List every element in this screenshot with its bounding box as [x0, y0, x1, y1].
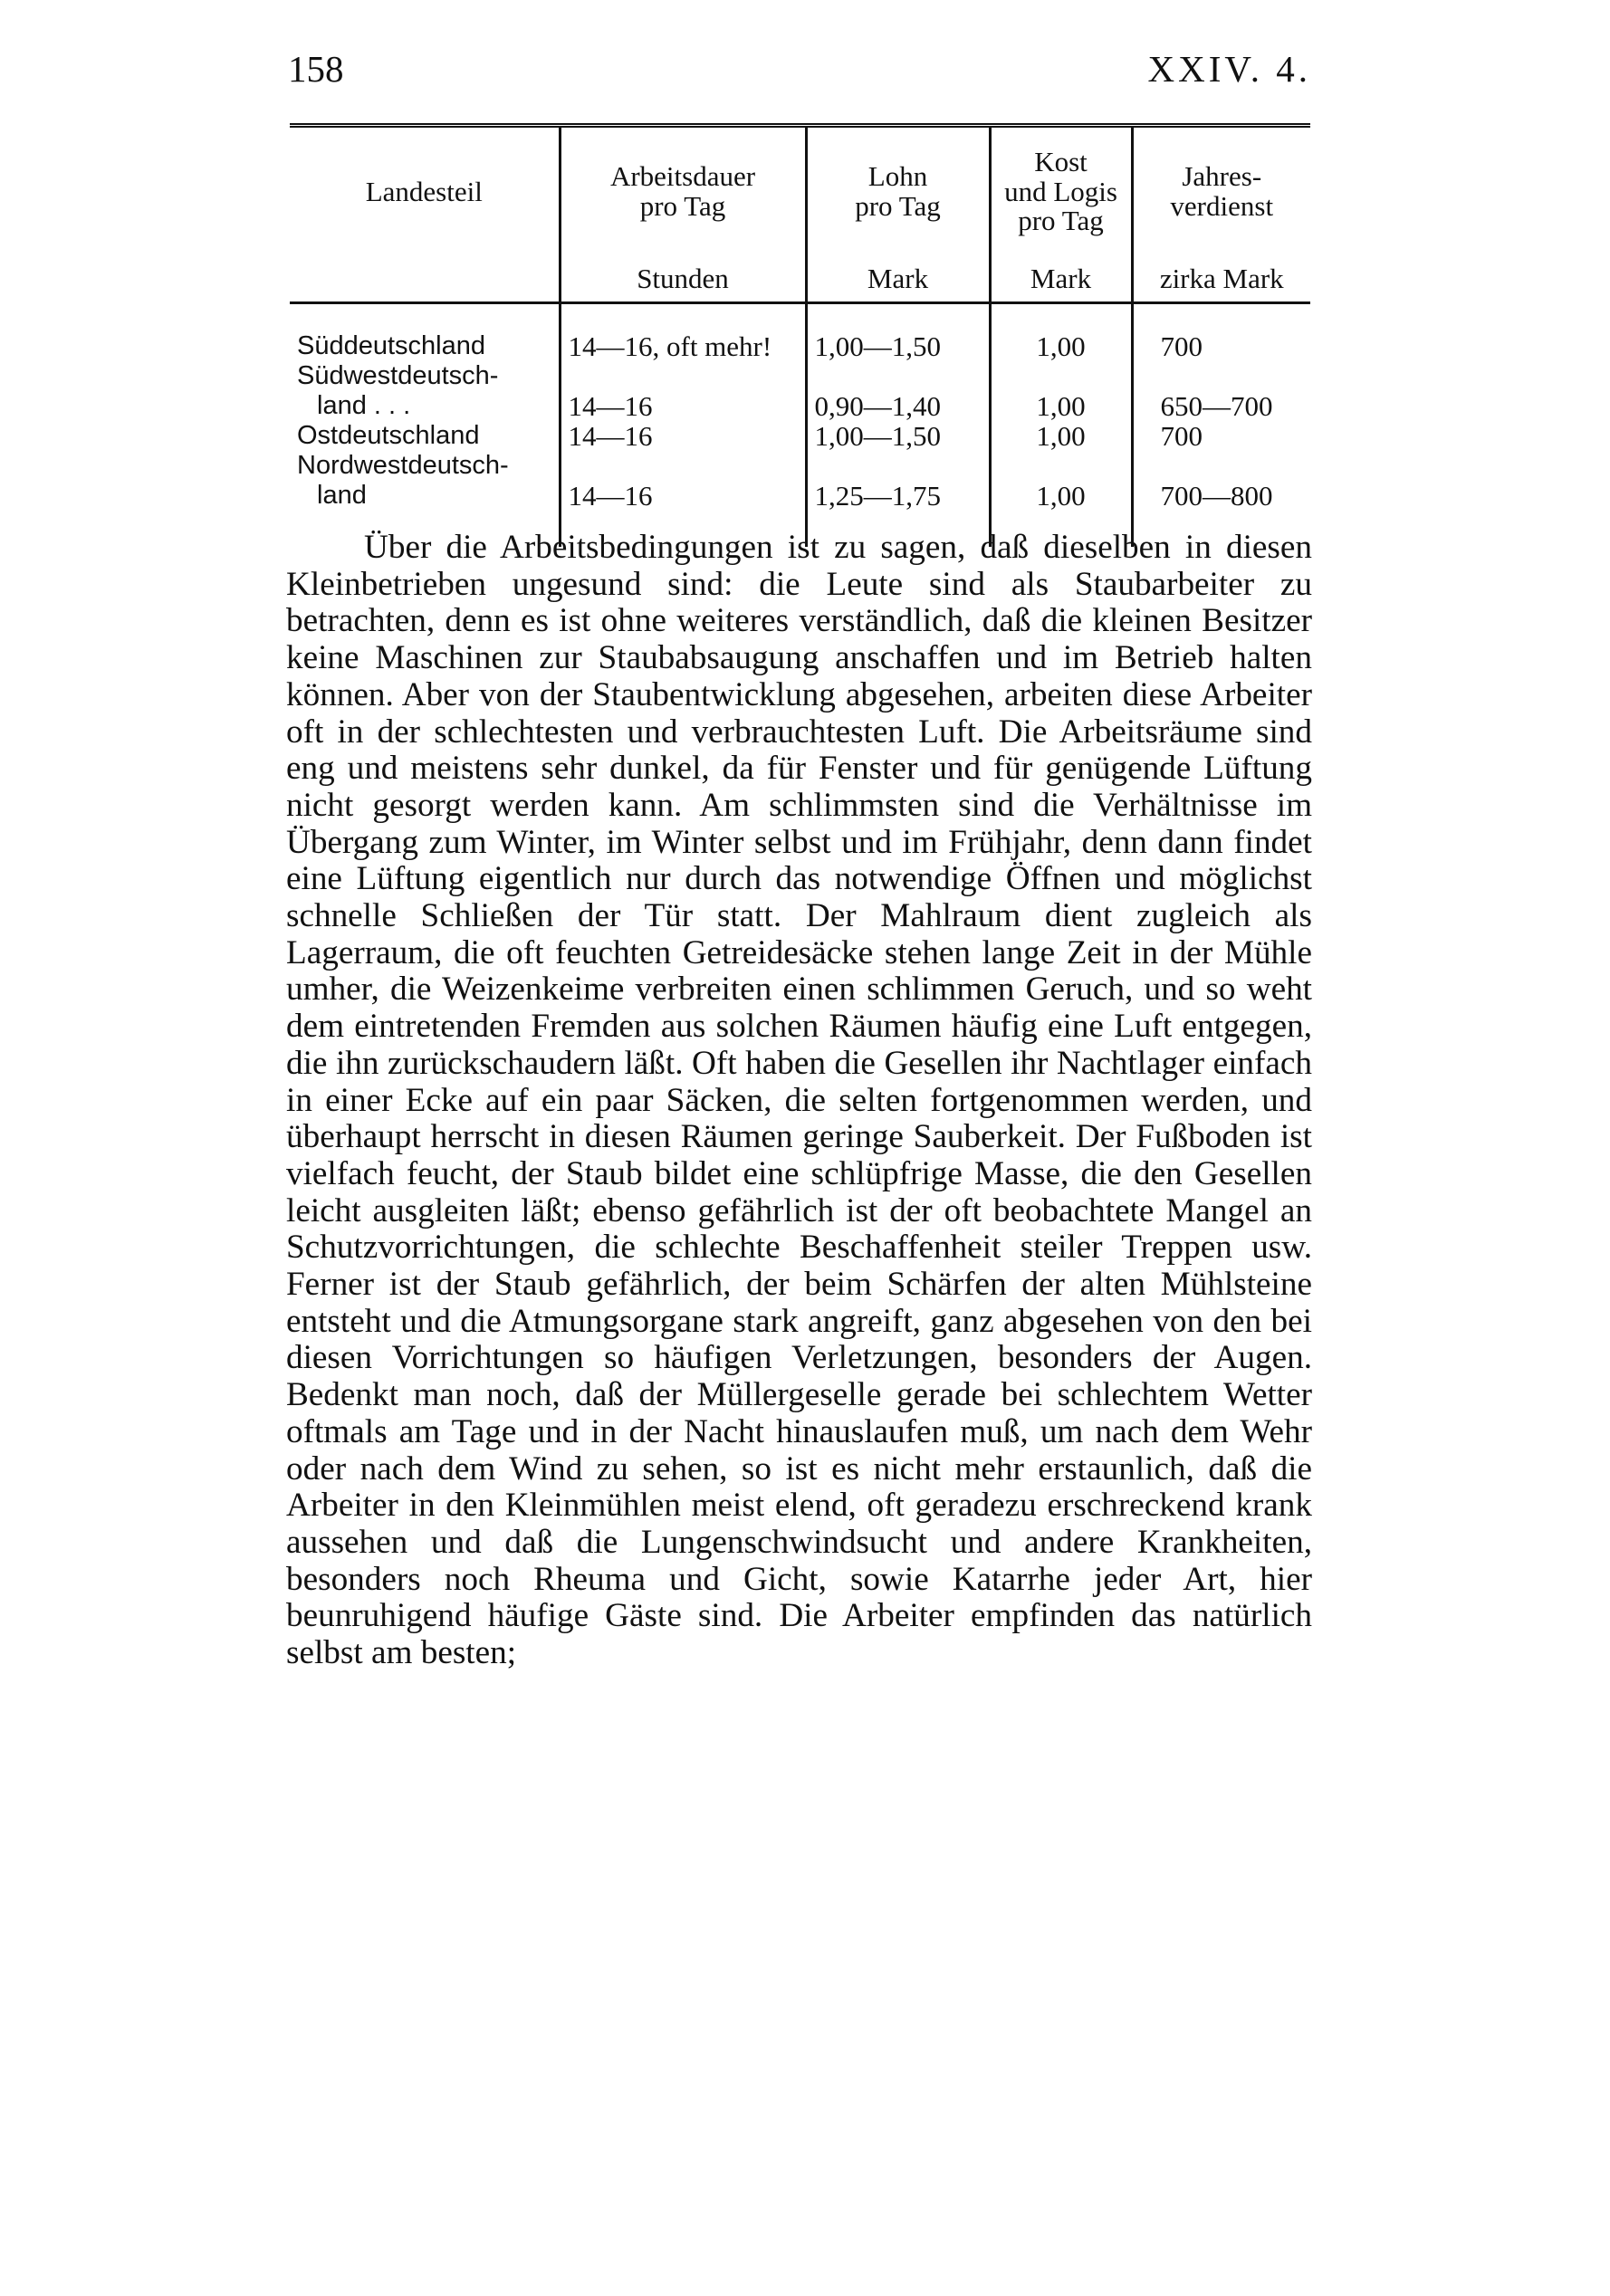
cell-kost [990, 451, 1132, 481]
page-number: 158 [288, 48, 344, 90]
cell-kost: 1,00 [990, 481, 1132, 547]
table-row [290, 303, 1310, 362]
running-head: XXIV. 4. [1147, 48, 1311, 90]
units-arbeitsdauer: Stunden [560, 256, 806, 303]
cell-lohn [806, 361, 990, 391]
cell-jahres: 700—800 [1132, 481, 1310, 547]
header-lohn: Lohn pro Tag [806, 126, 990, 257]
units-kost: Mark [990, 256, 1132, 303]
cell-kost [990, 361, 1132, 391]
cell-landesteil: land [317, 481, 367, 510]
cell-jahres [1132, 451, 1310, 481]
cell-jahres: 700 [1132, 421, 1310, 451]
cell-jahres: 700 [1132, 303, 1310, 362]
cell-landesteil: Ostdeutschland [297, 421, 480, 450]
cell-lohn: 0,90—1,40 [806, 391, 990, 421]
units-landesteil [290, 256, 560, 303]
cell-kost: 1,00 [990, 391, 1132, 421]
body-paragraph: Über die Arbeitsbedingungen ist zu sagen, daß dieselben in diesen Kleinbetrieben ungesund sind: die Leute sind als Staubarbeiter zu betrachten, denn es ist ohne weiteres verständlich, daß die kleinen Besitzer keine Maschinen zur Staubabsaugung anschaffen und im Betrieb halten können. Aber von der Staubentwicklung abgesehen, arbeiten diese Arbeiter oft in der schlechtesten und verbrauchtesten Luft. Die Arbeitsräume sind eng und meistens sehr dunkel, da für Fenster und für genügende Lüftung nicht gesorgt werden kann. Am schlimmsten sind die Verhältnisse im Übergang zum Winter, im Winter selbst und im Frühjahr, denn dann findet eine Lüftung eigentlich nur durch das notwendige Öffnen und möglichst schnelle Schließen der Tür statt. Der Mahlraum dient zugleich als Lagerraum, die oft feuchten Getreidesäcke stehen lange Zeit in der Mühle umher, die Weizenkeime verbreiten einen schlimmen Geruch, und so weht dem eintretenden Fremden aus solchen Räumen häufig eine Luft entgegen, die ihn zurückschaudern läßt. Oft haben die Gesellen ihr Nachtlager einfach in einer Ecke auf ein paar Säcken, die selten fortgenommen werden, und überhaupt herrscht in diesen Räumen geringe Sauberkeit. Der Fußboden ist vielfach feucht, der Staub bildet eine schlüpfrige Masse, die den Gesellen leicht ausgleiten läßt; ebenso gefährlich ist der oft beobachtete Mangel an Schutzvorrichtungen, die schlechte Beschaffenheit steiler Treppen usw. Ferner ist der Staub gefährlich, der beim Schärfen der alten Mühlsteine entsteht und die Atmungsorgane stark angreift, ganz abgesehen von den bei diesen Vorrichtungen so häufigen Verletzungen, besonders der Augen. Bedenkt man noch, daß der Müllergeselle gerade bei schlechtem Wetter oftmals am Tage und in der Nacht hinauslaufen muß, um nach dem Wehr oder nach dem Wind zu sehen, so ist es nicht mehr erstaunlich, daß die Arbeiter in den Kleinmühlen meist elend, oft geradezu erschreckend krank aussehen und daß die Lungenschwindsucht und andere Krankheiten, besonders noch Rheuma und Gicht, sowie Katarrhe jeder Art, hier beunruhigend häufige Gäste sind. Die Arbeiter empfinden das natürlich selbst am besten; [286, 529, 1312, 1672]
wage-table [290, 123, 1310, 547]
cell-landesteil: Nordwestdeutsch- [297, 451, 509, 480]
cell-arbeitsdauer: 14—16 [560, 391, 806, 421]
cell-arbeitsdauer: 14—16 [560, 421, 806, 451]
header-jahresverdienst: Jahres- verdienst [1132, 126, 1310, 257]
cell-arbeitsdauer [560, 361, 806, 391]
table-row [290, 391, 1310, 421]
cell-landesteil: land . . . [317, 391, 411, 420]
cell-kost: 1,00 [990, 303, 1132, 362]
table-row [290, 361, 1310, 391]
cell-lohn: 1,00—1,50 [806, 421, 990, 451]
body-text [286, 530, 1312, 1672]
cell-landesteil: Süddeutschland [297, 331, 485, 360]
cell-arbeitsdauer: 14—16 [560, 481, 806, 547]
cell-lohn [806, 451, 990, 481]
table-row [290, 451, 1310, 481]
cell-jahres [1132, 361, 1310, 391]
cell-lohn: 1,25—1,75 [806, 481, 990, 547]
cell-landesteil: Südwestdeutsch- [297, 361, 499, 390]
header-arbeitsdauer: Arbeitsdauer pro Tag [560, 126, 806, 257]
header-landesteil: Landesteil [365, 175, 483, 207]
header-kost: Kost und Logis pro Tag [990, 126, 1132, 257]
cell-jahres: 650—700 [1132, 391, 1310, 421]
table-header-row [290, 126, 1310, 257]
cell-kost: 1,00 [990, 421, 1132, 451]
cell-arbeitsdauer [560, 451, 806, 481]
table-units-row [290, 256, 1310, 303]
cell-lohn: 1,00—1,50 [806, 303, 990, 362]
units-lohn: Mark [806, 256, 990, 303]
cell-arbeitsdauer: 14—16, oft mehr! [560, 303, 806, 362]
table-row [290, 421, 1310, 451]
units-jahres: zirka Mark [1132, 256, 1310, 303]
